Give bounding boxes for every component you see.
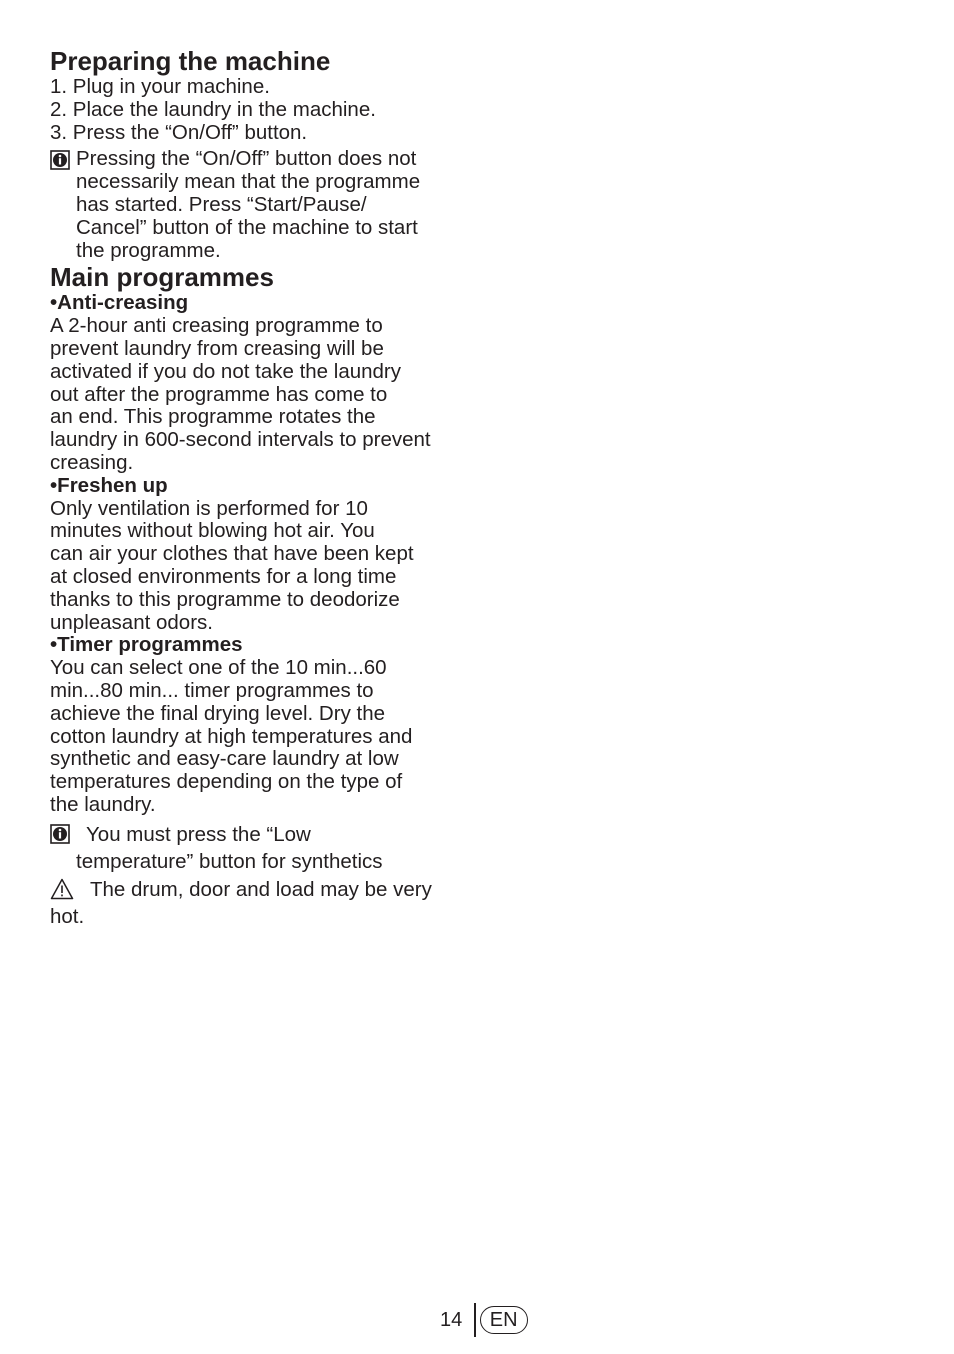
- paragraph-anti-creasing: [50, 315, 470, 475]
- text-line: unpleasant odors.: [50, 610, 213, 634]
- paragraph-freshen-up: [50, 498, 470, 635]
- step-item: 3. Press the “On/Off” button.: [50, 120, 308, 144]
- subheading-freshen-up: •Freshen up: [50, 473, 168, 497]
- warning-line: The drum, door and load may be very: [90, 877, 432, 901]
- text-line: creasing.: [50, 450, 134, 474]
- step-item: 2. Place the laundry in the machine.: [50, 97, 376, 121]
- page-number: 14: [440, 1308, 463, 1331]
- note-line: temperature” button for synthetics: [76, 849, 383, 873]
- warning-line: hot.: [50, 904, 85, 928]
- warning-triangle-icon: [50, 878, 74, 907]
- text-line: an end. This programme rotates the: [50, 405, 376, 429]
- text-line: Only ventilation is performed for 10: [50, 496, 368, 520]
- text-line: can air your clothes that have been kept: [50, 542, 414, 566]
- paragraph-timer-programmes: [50, 657, 470, 817]
- note-line: necessarily mean that the programme: [76, 170, 421, 194]
- section-title-main-programmes: Main programmes: [50, 262, 274, 293]
- text-line: prevent laundry from creasing will be: [50, 336, 384, 360]
- language-badge: EN: [480, 1306, 528, 1334]
- note-line: Pressing the “On/Off” button does not: [76, 147, 417, 171]
- note-line: You must press the “Low: [86, 822, 311, 846]
- text-line: achieve the final drying level. Dry the: [50, 701, 386, 725]
- text-line: out after the programme has come to: [50, 382, 388, 406]
- note-line: Cancel” button of the machine to start: [76, 215, 418, 239]
- note-line: has started. Press “Start/Pause/: [76, 192, 367, 216]
- text-line: cotton laundry at high temperatures and: [50, 724, 413, 748]
- subheading-anti-creasing: •Anti-creasing: [50, 291, 189, 315]
- info-icon: [50, 824, 70, 851]
- text-line: You can select one of the 10 min...60: [50, 656, 387, 680]
- content-column: [50, 46, 470, 930]
- text-line: laundry in 600-second intervals to prevent: [50, 428, 431, 452]
- text-line: minutes without blowing hot air. You: [50, 519, 375, 543]
- subheading-timer-programmes: •Timer programmes: [50, 633, 243, 657]
- steps-list: [50, 76, 470, 144]
- text-line: at closed environments for a long time: [50, 564, 397, 588]
- text-line: thanks to this programme to deodorize: [50, 587, 400, 611]
- text-line: the laundry.: [50, 792, 156, 816]
- warning-hot: [50, 876, 470, 930]
- text-line: A 2-hour anti creasing programme to: [50, 314, 383, 338]
- text-line: synthetic and easy-care laundry at low: [50, 747, 399, 771]
- page-footer: [440, 1303, 528, 1337]
- step-item: 1. Plug in your machine.: [50, 75, 270, 98]
- section-title-preparing: Preparing the machine: [50, 46, 331, 76]
- info-note: [50, 148, 470, 262]
- text-line: temperatures depending on the type of: [50, 770, 403, 794]
- info-note-synthetics: [50, 821, 470, 875]
- text-line: activated if you do not take the laundry: [50, 359, 402, 383]
- note-line: the programme.: [76, 238, 221, 262]
- footer-divider: [474, 1303, 476, 1337]
- info-icon: [50, 150, 70, 176]
- text-line: min...80 min... timer programmes to: [50, 678, 374, 702]
